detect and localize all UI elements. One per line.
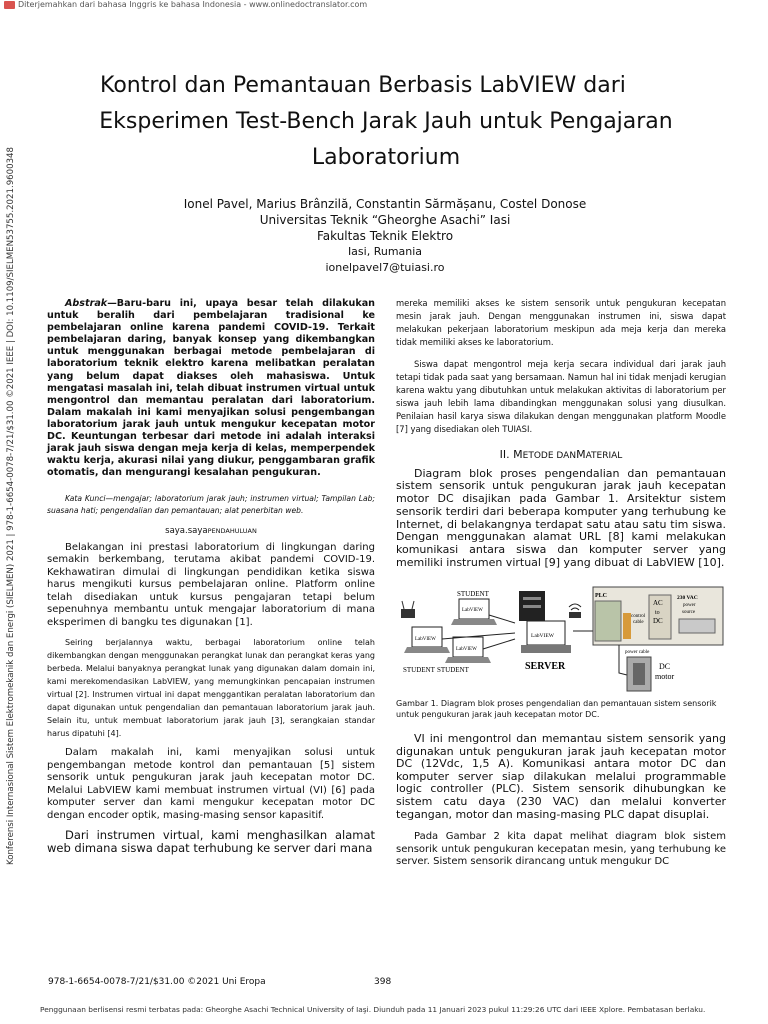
title-line-1: Kontrol dan Pemantauan Berbasis LabVIEW dari: [100, 73, 626, 98]
motor-body: [633, 663, 645, 685]
label-ac: AC: [653, 599, 663, 607]
paper-title: [60, 68, 712, 176]
section-2-part-b: ETODE DAN: [522, 451, 577, 461]
author-city: Iasi, Rumania: [347, 245, 423, 258]
author-block: [100, 196, 670, 276]
abstract: [47, 298, 375, 479]
label-dc-motor-1: DC: [659, 662, 671, 671]
label-plc: PLC: [595, 593, 607, 599]
translation-banner[interactable]: [4, 0, 367, 9]
label-student-top: STUDENT: [457, 590, 489, 598]
right-paragraph-1: mereka memiliki akses ke sistem sensorik untuk pengukuran kecepatan mesin jarak jauh. Dengan menggunakan instrumen ini, siswa dapat melakukan pekerjaan laboratorium meskipun ada meja kerja dan mereka tidak memiliki akses ke laboratorium.: [396, 298, 726, 347]
plc-unit-icon: [595, 601, 621, 641]
right-paragraph-2: Siswa dapat mengontrol meja kerja secara individual dari jarak jauh tetapi tidak pada saat yang bersamaan. Namun hal ini tidak menjadi kerugian karena waktu yang dibutuhkan untuk melakukan aktivitas di laboratorium per siswa jauh lebih lama dibandingkan menggunakan solusi yang diusulkan. Penilaian hasil karya siswa dilakukan dengan menggunakan platform Moodle [7] yang disediakan oleh TUIASI.: [396, 359, 726, 434]
label-labview-server: LabVIEW: [531, 633, 554, 639]
intro-paragraph-1: Belakangan ini prestasi laboratorium di lingkungan daring semakin berkembang, terutama akibat pandemi COVID-19. Kekhawatiran dimulai di lingkungan pendidikan ketika siswa harus mengikuti kursus pembelajaran online. Platform online telah disediakan untuk kursus pengajaran tetapi belum sepenuhnya membantu untuk mengajar laboratorium di mana eksperimen di bangku tes digunakan [1].: [47, 541, 375, 628]
label-student-right: STUDENT: [437, 666, 469, 674]
left-column: [47, 298, 375, 855]
section-2-part-a: II. M: [499, 448, 523, 461]
label-power: power: [683, 603, 696, 608]
label-server: SERVER: [525, 661, 566, 672]
label-labview-1: LabVIEW: [462, 608, 483, 613]
intro-paragraph-3: Dalam makalah ini, kami menyajikan solusi untuk pengembangan metode kontrol dan pemantauan [5] sistem sensorik untuk pengukuran jarak jauh kecepatan motor DC. Melalui LabVIEW kami membuat instrumen virtual (VI) [6] pada komputer server dan kami mengukur kecepatan motor DC dengan encoder optik, masing-masing sensor kapasitif.: [47, 747, 375, 821]
section-1-title: PENDAHULUAN: [207, 527, 257, 536]
title-line-2: Eksperimen Test-Bench Jarak Jauh untuk Pengajaran: [99, 109, 673, 134]
label-labview-3: LabVIEW: [456, 647, 477, 652]
figure-1-caption: Gambar 1. Diagram blok proses pengendalian dan pemantauan sistem sensorik untuk pengukuran jarak jauh kecepatan motor DC.: [396, 699, 717, 719]
right-paragraph-3: Diagram blok proses pengendalian dan pemantauan sistem sensorik untuk pengukuran jarak jauh kecepatan motor DC disajikan pada Gambar 1. Arsitektur sistem sensorik terdiri dari beberapa komputer yang terhubung ke Internet, di belakangnya terdapat satu atau satu tim siswa. Dengan menggunakan alamat URL [8] kami melakukan komunikasi antara siswa dan komputer server yang memiliki instrumen virtual [9] yang dibuat di LabVIEW [10].: [396, 466, 726, 570]
figure-1: [397, 585, 727, 695]
router-icon: [401, 601, 415, 618]
right-column-top: [396, 297, 726, 570]
banner-text[interactable]: Diterjemahkan dari bahasa Inggris ke bahasa Indonesia - www.onlinedoctranslator.com: [18, 0, 368, 9]
intro-paragraph-4: Dari instrumen virtual, kami menghasilkan alamat web dimana siswa dapat terhubung ke server dari mana: [47, 828, 375, 856]
translator-logo-icon: [4, 1, 15, 9]
section-1-heading: [47, 525, 375, 538]
author-faculty: Fakultas Teknik Elektro: [316, 229, 454, 243]
right-column-bottom: [396, 733, 726, 869]
right-paragraph-4: VI ini mengontrol dan memantau sistem sensorik yang digunakan untuk pengukuran jarak jauh kecepatan motor DC (12Vdc, 1,5 A). Komunikasi antara motor DC dan komputer server siap dilakukan melalui programmable logic controller (PLC). Sistem sensorik dihubungkan ke sistem catu daya (230 VAC) dan melalui konverter tegangan, motor dan masing-masing PLC dapat disuplai.: [396, 732, 726, 821]
abstract-text: —Baru-baru ini, upaya besar telah dilakukan untuk beralih dari pembelajaran tradisional ke pembelajaran online karena pandemi COVID-19. Terkait pembelajaran daring, banyak konsep yang dikembangkan untuk menggunakan berbagai metode pembelajaran di laboratorium teknik elektro karena melibatkan peralatan yang belum dapat diakses oleh mahasiswa. Untuk mengatasi masalah ini, telah dibuat instrumen virtual untuk mengontrol dan memantau peralatan dari laboratorium. Dalam makalah ini kami menyajikan solusi pengembangan laboratorium jarak jauh untuk mengukur kecepatan motor DC. Keuntungan terbesar dari metode ini adalah interaksi jarak jauh siswa dengan meja kerja di kelas, memperpendek waktu kerja, akurasi nilai yang diukur, penggambaran grafik otomatis, dan mengurangi kesalahan pengukuran.: [47, 298, 375, 479]
label-dc-motor-2: motor: [655, 672, 675, 681]
label-source: source: [682, 610, 696, 615]
label-control-2: cable: [633, 620, 644, 625]
author-university: Universitas Teknik “Gheorghe Asachi” Iasi: [259, 213, 511, 227]
abstract-label: Abstrak: [65, 298, 108, 309]
label-control-1: control: [631, 614, 646, 619]
wifi-icon: [569, 604, 581, 618]
label-labview-2: LabVIEW: [415, 637, 436, 642]
label-to: to: [655, 610, 660, 616]
license-notice: Penggunaan berlisensi resmi terbatas pada: Gheorghe Asachi Technical University of Iaşi. Diunduh pada 11 Januari 2023 pukul 11:29:26 UTC dari IEEE Xplore. Pembatasan berlaku.: [40, 1005, 706, 1014]
server-icon: [519, 591, 571, 653]
figure-1-diagram: [397, 585, 727, 695]
terminal-icon: [623, 613, 631, 639]
power-source-icon: [679, 619, 715, 633]
label-power-cable: power cable: [625, 650, 650, 655]
label-student-left: STUDENT: [403, 666, 435, 674]
intro-paragraph-2: Seiring berjalannya waktu, berbagai laboratorium online telah dikembangkan dengan menggunakan perangkat lunak dan perangkat keras yang berbeda. Melalui banyaknya perangkat lunak yang digunakan dalam domain ini, kami merekomendasikan LabVIEW, yang memungkinkan pencapaian instrumen virtual [2]. Instrumen virtual ini dapat menggantikan peralatan laboratorium dan dapat digunakan untuk pengendalian dan pemantauan laboratorium jarak jauh. Selain itu, untuk membuat laboratorium jarak jauh [3], serangkaian standar harus dipatuhi [4].: [47, 638, 375, 739]
author-names: Ionel Pavel, Marius Brânzilă, Constantin Sărmășanu, Costel Donose: [183, 197, 587, 211]
label-230vac: 230 VAC: [677, 595, 698, 601]
page-number: 398: [374, 977, 392, 987]
section-2-part-c: M: [576, 448, 586, 461]
keywords: Kata Kunci—mengajar; laboratorium jarak jauh; instrumen virtual; Tampilan Lab; suasana hati; pengendalian dan pemantauan; alat penerbitan web.: [47, 494, 375, 516]
title-line-3: Laboratorium: [311, 145, 461, 170]
section-1-number: saya.saya: [165, 526, 208, 537]
section-2-heading: [396, 449, 726, 463]
right-paragraph-5: Pada Gambar 2 kita dapat melihat diagram blok sistem sensorik untuk pengukuran kecepatan mesin, yang terhubung ke server. Sistem sensorik dirancang untuk mengukur DC: [396, 831, 726, 868]
conference-sidebar: Konferensi Internasional Sistem Elektromekanik dan Energi (SIELMEN) 2021 | 978-1-6654-0078-7/21/$31.00 ©2021 IEEE | DOI: 10.1109/SIELMEN53755.2021.9600348: [6, 147, 16, 865]
section-2-part-d: ATERIAL: [585, 451, 623, 461]
label-dc: DC: [653, 617, 663, 625]
footer-isbn: 978-1-6654-0078-7/21/$31.00 ©2021 Uni Eropa: [48, 977, 266, 987]
author-email: ionelpavel7@tuiasi.ro: [325, 261, 445, 274]
